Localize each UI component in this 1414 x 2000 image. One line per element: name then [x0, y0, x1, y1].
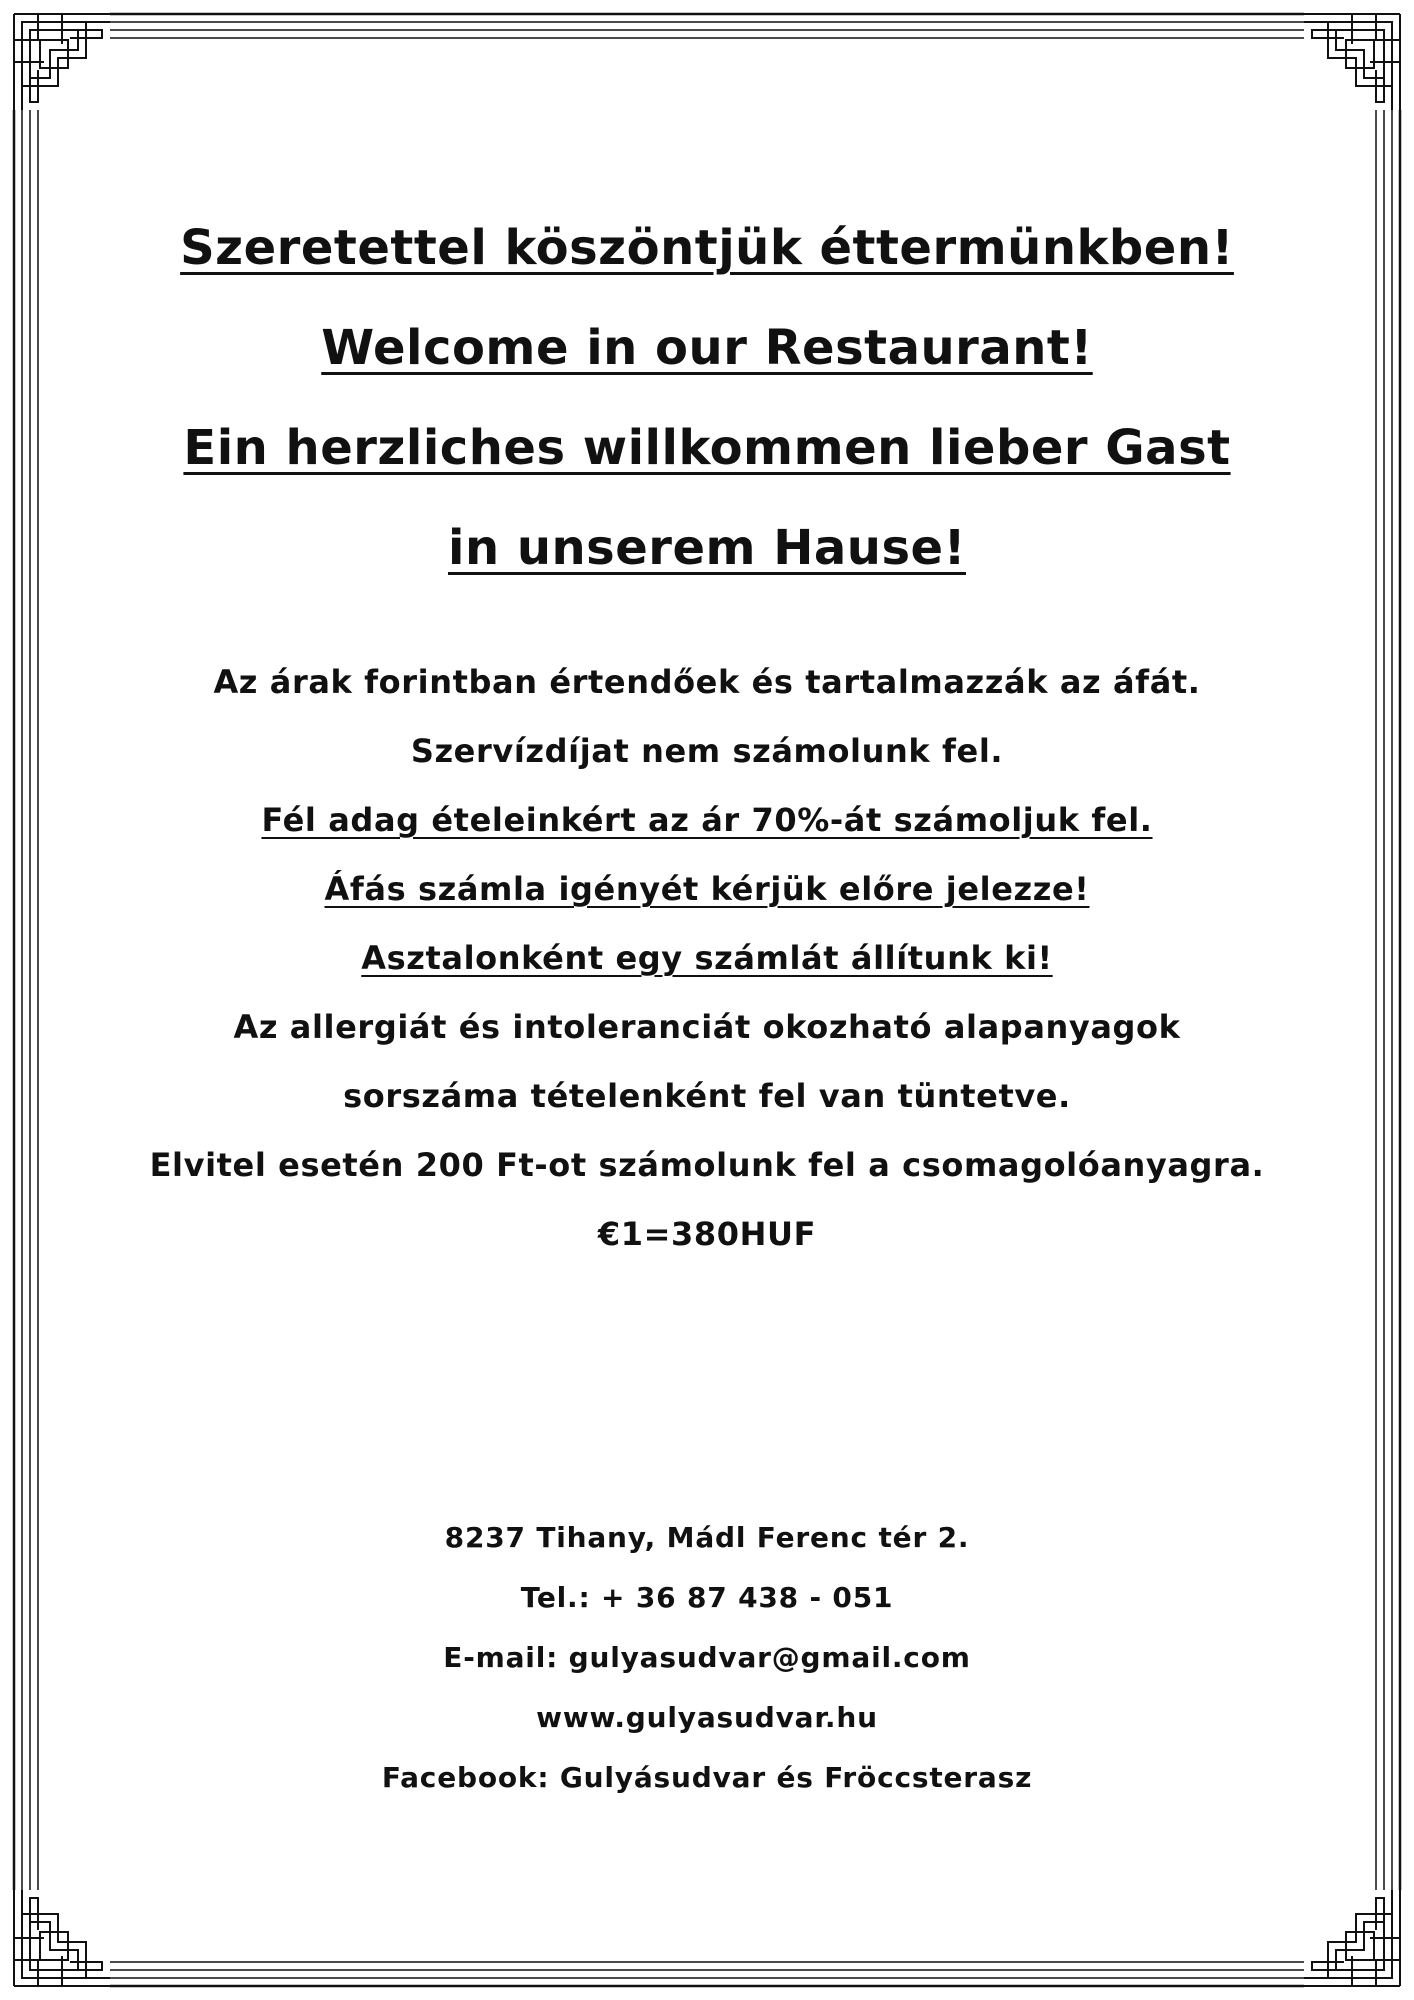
welcome-german-line1: Ein herzliches willkommen lieber Gast [183, 420, 1231, 476]
facebook: Facebook: Gulyásudvar és Fröccsterasz [381, 1761, 1033, 1794]
vat-invoice-note: Áfás számla igényét kérjük előre jelezze! [324, 870, 1090, 908]
corner-ornament-bottom-left [14, 1890, 110, 1986]
corner-ornament-bottom-right [1304, 1890, 1400, 1986]
email: E-mail: gulyasudvar@gmail.com [443, 1641, 971, 1674]
exchange-rate: €1=380HUF [597, 1215, 817, 1253]
info-notes-block [120, 648, 1294, 1269]
allergen-note-line1: Az allergiát és intoleranciát okozható alapanyagok [233, 1008, 1181, 1046]
welcome-heading-block [120, 198, 1294, 598]
takeaway-note: Elvitel esetén 200 Ft-ot számolunk fel a csomagolóanyagra. [149, 1146, 1265, 1184]
website: www.gulyasudvar.hu [536, 1701, 878, 1734]
service-note: Szervízdíjat nem számolunk fel. [410, 732, 1004, 770]
contact-block [120, 1508, 1294, 1808]
one-invoice-note: Asztalonként egy számlát állítunk ki! [361, 939, 1053, 977]
half-portion-note: Fél adag ételeinkért az ár 70%-át számoljuk fel. [261, 801, 1153, 839]
allergen-note-line2: sorszáma tételenként fel van tüntetve. [343, 1077, 1071, 1115]
corner-ornament-top-left [14, 14, 110, 110]
welcome-german-line2: in unserem Hause! [447, 520, 966, 576]
prices-note: Az árak forintban értendőek és tartalmazzák az áfát. [213, 663, 1201, 701]
corner-ornament-top-right [1304, 14, 1400, 110]
welcome-english: Welcome in our Restaurant! [321, 320, 1093, 376]
address: 8237 Tihany, Mádl Ferenc tér 2. [444, 1521, 970, 1554]
welcome-hungarian: Szeretettel köszöntjük éttermünkben! [180, 220, 1234, 276]
phone: Tel.: + 36 87 438 - 051 [520, 1581, 894, 1614]
